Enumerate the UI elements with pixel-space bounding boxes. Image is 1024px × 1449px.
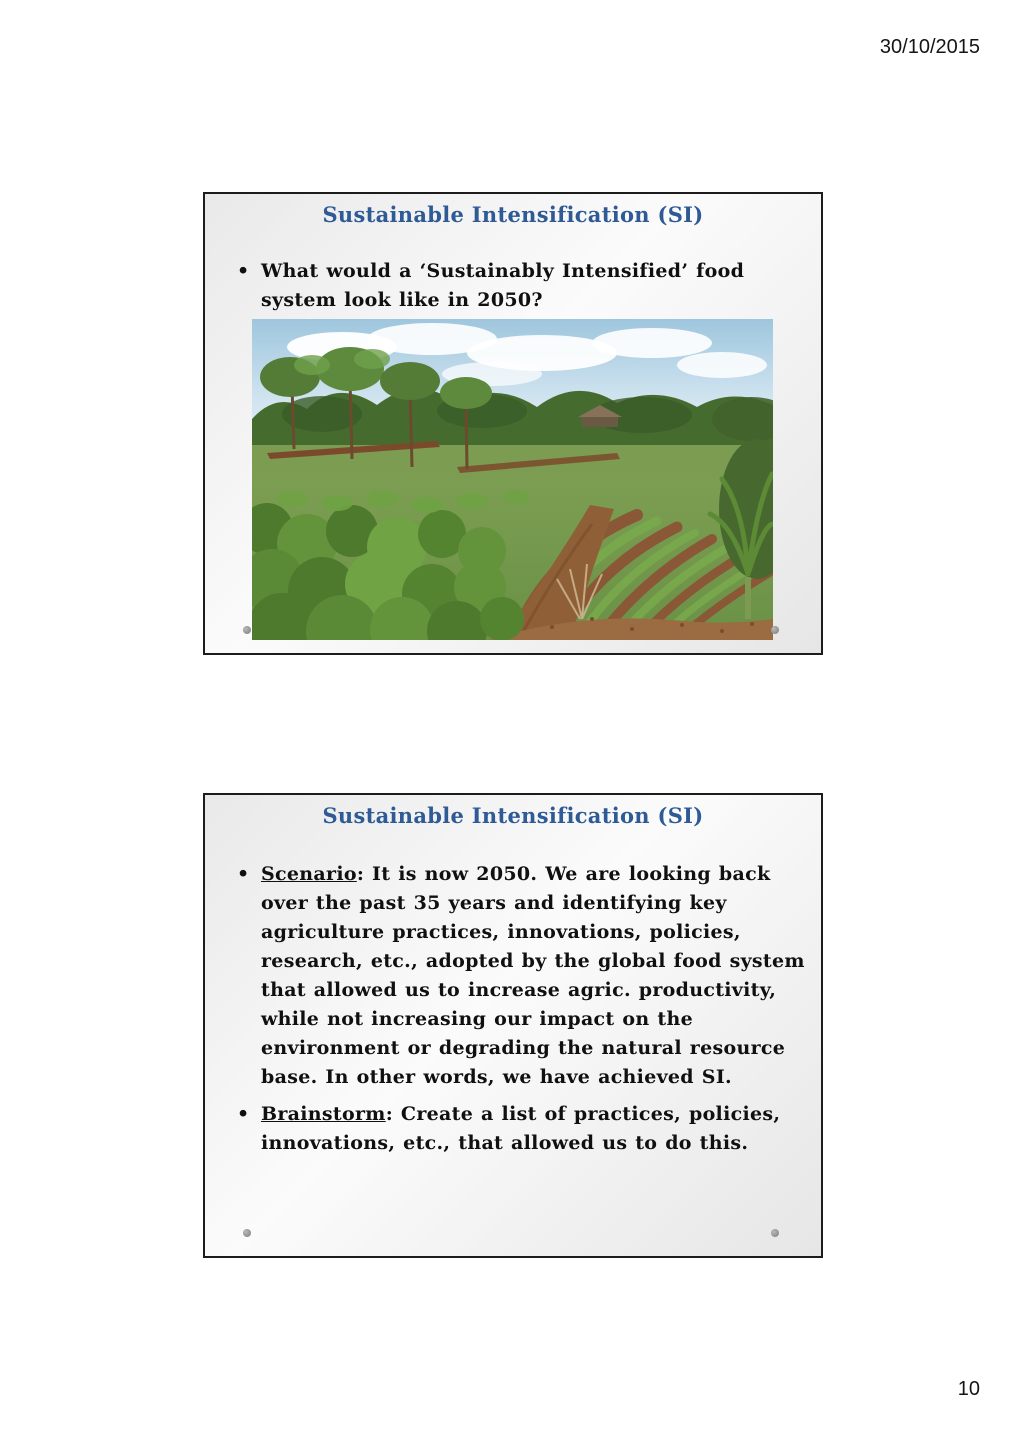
- slide-2-bullet-2: [261, 1100, 807, 1158]
- page-number: 10: [957, 1378, 980, 1400]
- bullet-lead: Scenario: [261, 863, 357, 885]
- slide-1-bullet-1: [261, 257, 807, 315]
- slide-1-title: Sustainable Intensification (SI): [322, 202, 704, 227]
- slide-1-bullet-list: [205, 257, 821, 315]
- slide-2-title: Sustainable Intensification (SI): [322, 803, 704, 828]
- handout-date: 30/10/2015: [879, 36, 980, 58]
- farm-field-photo: [252, 319, 773, 640]
- slide-2: [203, 793, 823, 1258]
- corner-dot-icon: [243, 1229, 251, 1237]
- slide-1: [203, 192, 823, 655]
- bullet-text: What would a ‘Sustainably Intensified’ food system look like in 2050?: [261, 260, 745, 311]
- corner-dot-icon: [771, 626, 779, 634]
- bullet-text: : It is now 2050. We are looking back over the past 35 years and identifying key agriculture practices, innovations, policies, research, etc., adopted by the global food system that allowed us to increase agric. productivity, while not increasing our impact on the environment or degrading the natural resource base. In other words, we have achieved SI.: [261, 863, 805, 1088]
- corner-dot-icon: [243, 626, 251, 634]
- corner-dot-icon: [771, 1229, 779, 1237]
- slide-2-bullet-1: [261, 860, 807, 1092]
- bullet-text: : Create a list of practices, policies, innovations, etc., that allowed us to do this.: [261, 1103, 781, 1154]
- bullet-lead: Brainstorm: [261, 1103, 386, 1125]
- slide-2-bullet-list: [205, 860, 821, 1158]
